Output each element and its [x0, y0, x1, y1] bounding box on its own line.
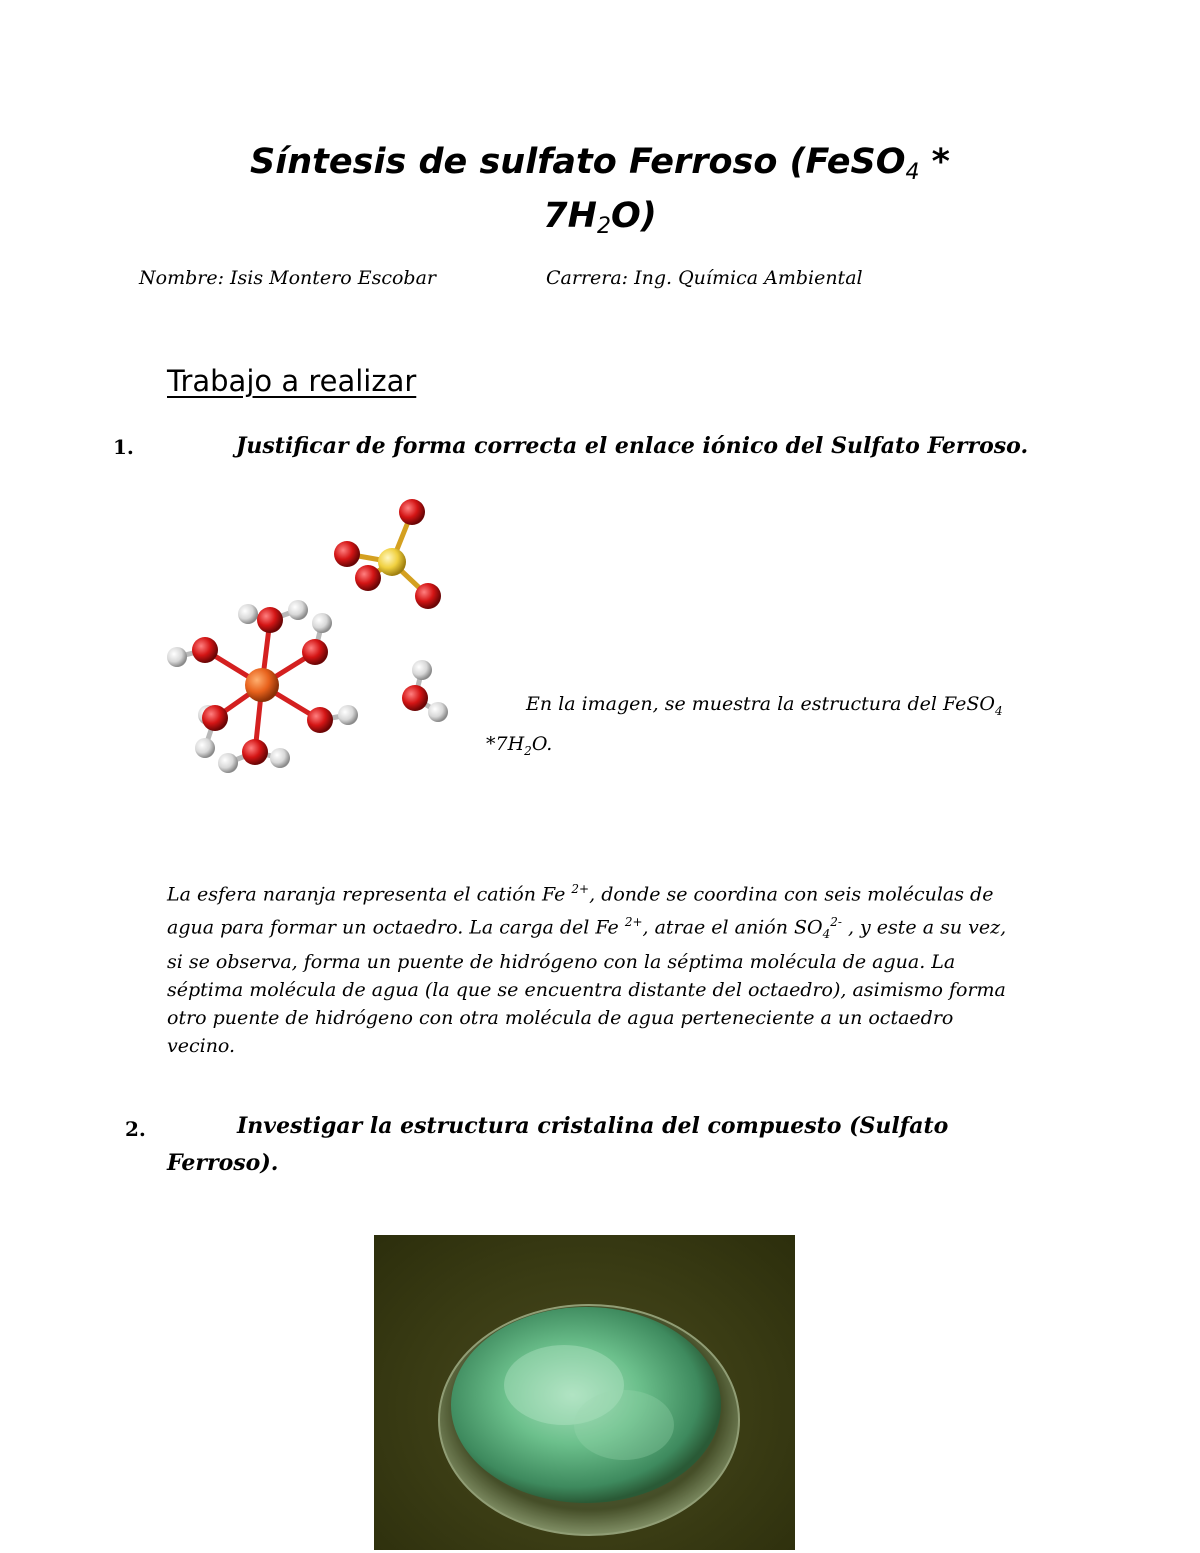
title-subscript: 4 [905, 160, 920, 185]
paragraph-subscript: 4 [822, 927, 831, 942]
caption-text: O. [531, 732, 553, 755]
caption-text: En la imagen, se muestra la estructura del FeSO [526, 693, 995, 715]
title-text: Síntesis de sulfato Ferroso (FeSO [250, 142, 906, 182]
caption-line2 [486, 728, 1026, 768]
paragraph-text: , atrae el anión SO [642, 916, 823, 939]
explanation-paragraph [167, 875, 1027, 1060]
section-heading: Trabajo a realizar [167, 364, 417, 398]
caption-subscript: 2 [524, 743, 532, 758]
title-text: * [919, 142, 950, 182]
molecule-caption [486, 688, 1026, 768]
paragraph-superscript: 2+ [571, 882, 590, 896]
crystal-photo-graphic [374, 1235, 795, 1550]
task1-number: 1. [113, 435, 134, 459]
paragraph-superscript: 2- [830, 915, 842, 930]
task2-text-line1: Investigar la estructura cristalina del compuesto (Sulfato [237, 1113, 949, 1139]
student-name: Nombre: Isis Montero Escobar [139, 267, 436, 289]
paragraph-text: , donde se coordina con seis moléculas de agua para formar un octaedro. La carga del Fe [167, 883, 994, 939]
paragraph-superscript: 2+ [624, 915, 643, 930]
caption-line1 [486, 688, 1026, 728]
document-title-line2 [0, 190, 1200, 253]
task1-text: Justificar de forma correcta el enlace iónico del Sulfato Ferroso. [236, 433, 1029, 459]
title-text: O) [610, 196, 657, 236]
title-text: 7H [543, 196, 597, 236]
paragraph-text: La esfera naranja representa el catión Fe [167, 883, 572, 906]
task2-text-line2: Ferroso). [167, 1150, 279, 1176]
caption-text: *7H [486, 732, 525, 755]
ferrous-sulfate-crystal-photo [374, 1235, 795, 1550]
task2-number: 2. [125, 1117, 146, 1141]
caption-subscript: 4 [994, 703, 1003, 718]
title-subscript: 2 [596, 214, 611, 239]
student-career: Carrera: Ing. Química Ambiental [546, 267, 863, 289]
paragraph-text: , y este a su vez, si se observa, forma un puente de hidrógeno con la séptima molécula de agua. La séptima molécula de agua (la que se encuentra distante del octaedro), asimismo forma otro puente de hidrógeno con otra molécula de agua perteneciente a un octaedro vecino. [167, 916, 1007, 1058]
molecule-structure-image [150, 490, 470, 790]
